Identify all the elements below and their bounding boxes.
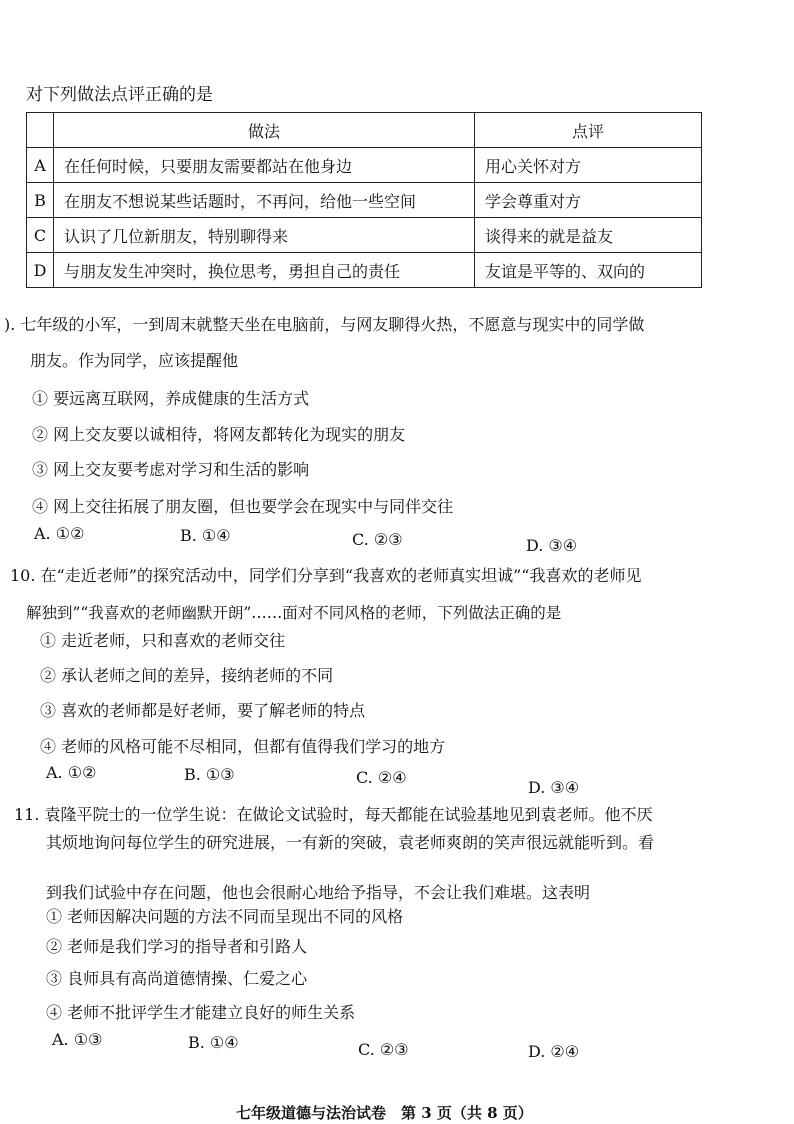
q10-number: 10.: [10, 566, 36, 585]
q10-statement-2: ② 承认老师之间的差异，接纳老师的不同: [40, 666, 334, 685]
row-option: D: [27, 253, 54, 288]
q9-number: ).: [4, 315, 16, 334]
row-comment: 学会尊重对方: [475, 183, 702, 218]
q10-choice-b: B. ①③: [184, 765, 235, 784]
q11-choice-c: C. ②③: [358, 1040, 409, 1059]
q8-intro: 对下列做法点评正确的是: [26, 85, 213, 105]
q10-choice-a: A. ①②: [46, 763, 97, 782]
q8-table: [26, 112, 702, 288]
row-option: B: [27, 183, 54, 218]
table-header-action: 做法: [54, 113, 475, 148]
q9-statement-3: ③ 网上交友要考虑对学习和生活的影响: [32, 460, 310, 479]
q11-stem-line2: 其烦地询问每位学生的研究进展，一有新的突破，袁老师爽朗的笑声很远就能听到。看: [46, 833, 655, 852]
q9-stem-text: 七年级的小军，一到周末就整天坐在电脑前，与网友聊得火热，不愿意与现实中的同学做: [20, 315, 645, 334]
q11-choice-b: B. ①④: [188, 1033, 239, 1052]
table-header-option: [27, 113, 54, 148]
row-comment: 友谊是平等的、双向的: [475, 253, 702, 288]
q11-statement-2: ② 老师是我们学习的指导者和引路人: [46, 937, 308, 956]
row-option: A: [27, 148, 54, 183]
row-option: C: [27, 218, 54, 253]
q11-stem-line3: 到我们试验中存在问题，他也会很耐心地给予指导，不会让我们难堪。这表明: [46, 883, 591, 902]
q11-stem-line1: [14, 802, 653, 825]
q11-statement-3: ③ 良师具有高尚道德情操、仁爱之心: [46, 969, 308, 988]
row-comment: 用心关怀对方: [475, 148, 702, 183]
q9-choice-c: C. ②③: [352, 530, 403, 549]
row-action: 在任何时候，只要朋友需要都站在他身边: [54, 148, 475, 183]
q9-statement-2: ② 网上交友要以诚相待，将网友都转化为现实的朋友: [32, 425, 406, 444]
q9-statement-4: ④ 网上交往拓展了朋友圈，但也要学会在现实中与同伴交往: [32, 497, 454, 516]
q10-stem-line1: [10, 563, 641, 586]
q9-stem-line1: [4, 312, 644, 335]
q10-choice-c: C. ②④: [356, 768, 407, 787]
q9-choice-a: A. ①②: [34, 524, 85, 543]
q11-stem-text: 袁隆平院士的一位学生说：在做论文试验时，每天都能在试验基地见到袁老师。他不厌: [44, 805, 653, 824]
q10-choice-d: D. ③④: [528, 778, 580, 797]
table-row: [27, 218, 702, 253]
q11-statement-4: ④ 老师不批评学生才能建立良好的师生关系: [46, 1003, 356, 1022]
q9-choice-d: D. ③④: [526, 536, 578, 555]
q9-statement-1: ① 要远离互联网，养成健康的生活方式: [32, 389, 310, 408]
q11-statement-1: ① 老师因解决问题的方法不同而呈现出不同的风格: [46, 907, 404, 926]
table-row: [27, 253, 702, 288]
row-comment: 谈得来的就是益友: [475, 218, 702, 253]
q11-choice-a: A. ①③: [52, 1030, 103, 1049]
page-footer: 七年级道德与法治试卷 第 3 页（共 8 页）: [236, 1104, 533, 1122]
table-row: [27, 148, 702, 183]
row-action: 与朋友发生冲突时，换位思考，勇担自己的责任: [54, 253, 475, 288]
q10-stem-text: 在“走近老师”的探究活动中，同学们分享到“我喜欢的老师真实坦诚”“我喜欢的老师见: [40, 566, 642, 585]
q9-choice-b: B. ①④: [180, 526, 231, 545]
q10-statement-1: ① 走近老师，只和喜欢的老师交往: [40, 631, 286, 650]
q9-stem-line2: 朋友。作为同学，应该提醒他: [30, 351, 239, 370]
table-header-comment: 点评: [475, 113, 702, 148]
q11-choice-d: D. ②④: [528, 1042, 580, 1061]
q10-statement-3: ③ 喜欢的老师都是好老师，要了解老师的特点: [40, 701, 366, 720]
table-row: [27, 183, 702, 218]
row-action: 认识了几位新朋友，特别聊得来: [54, 218, 475, 253]
q10-statement-4: ④ 老师的风格可能不尽相同，但都有值得我们学习的地方: [40, 737, 446, 756]
row-action: 在朋友不想说某些话题时，不再问，给他一些空间: [54, 183, 475, 218]
table-header-row: [27, 113, 702, 148]
q11-number: 11.: [14, 805, 40, 824]
q10-stem-line2: 解独到”“我喜欢的老师幽默开朗”……面对不同风格的老师，下列做法正确的是: [26, 604, 562, 622]
